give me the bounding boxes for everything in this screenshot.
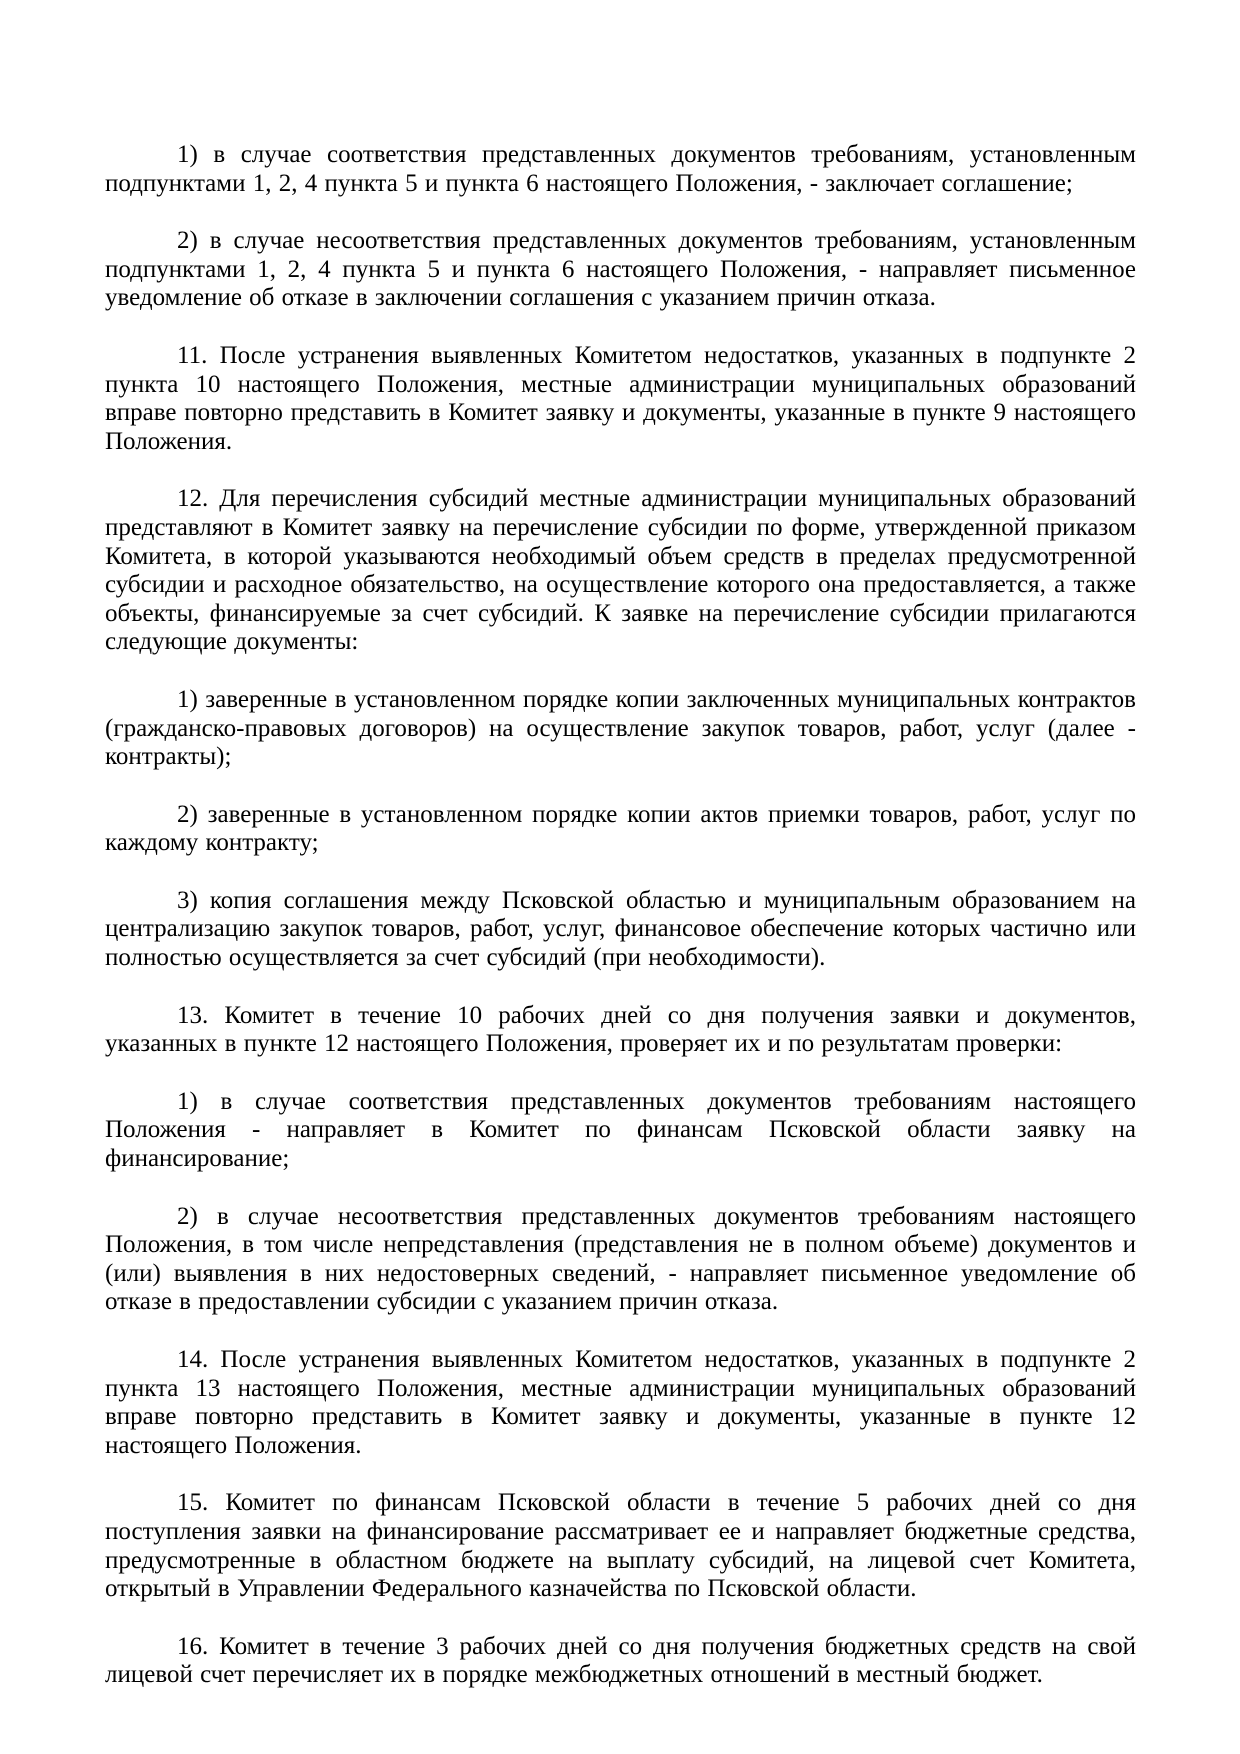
paragraph-subitem-2-noncompliance: 2) в случае несоответствия представленных документов требованиям, установленным подпунктами 1, 2, 4 пункта 5 и пункта 6 настоящего Положения, - направляет письменное уведомление об отказе в заключении соглашения с указанием причин отказа. [105, 227, 1136, 312]
paragraph-subitem-1-compliance: 1) в случае соответствия представленных документов требованиям, установленным подпунктами 1, 2, 4 пункта 5 и пункта 6 настоящего Положения, - заключает соглашение; [105, 141, 1136, 197]
paragraph-clause-12: 12. Для перечисления субсидий местные администрации муниципальных образований представляют в Комитет заявку на перечисление субсидии по форме, утвержденной приказом Комитета, в которой указываются необходимый объем средств в пределах предусмотренной субсидии и расходное обязательство, на осуществление которого она предоставляется, а также объекты, финансируемые за счет субсидий. К заявке на перечисление субсидии прилагаются следующие документы: [105, 485, 1136, 656]
paragraph-clause-13-subitem-1: 1) в случае соответствия представленных документов требованиям настоящего Положения - направляет в Комитет по финансам Псковской области заявку на финансирование; [105, 1087, 1136, 1173]
paragraph-clause-11: 11. После устранения выявленных Комитетом недостатков, указанных в подпункте 2 пункта 10 настоящего Положения, местные администрации муниципальных образований вправе повторно представить в Комитет заявку и документы, указанные в пункте 9 настоящего Положения. [105, 341, 1136, 455]
paragraph-clause-13-subitem-2: 2) в случае несоответствия представленных документов требованиям настоящего Положения, в том числе непредставления (представления не в полном объеме) документов и (или) выявления в них недостоверных сведений, - направляет письменное уведомление об отказе в предоставлении субсидии с указанием причин отказа. [105, 1202, 1136, 1316]
paragraph-clause-12-subitem-2: 2) заверенные в установленном порядке копии актов приемки товаров, работ, услуг по каждому контракту; [105, 800, 1136, 857]
paragraph-clause-12-subitem-1: 1) заверенные в установленном порядке копии заключенных муниципальных контрактов (гражданско-правовых договоров) на осуществление закупок товаров, работ, услуг (далее - контракты); [105, 685, 1136, 771]
paragraph-clause-16: 16. Комитет в течение 3 рабочих дней со дня получения бюджетных средств на свой лицевой счет перечисляет их в порядке межбюджетных отношений в местный бюджет. [105, 1632, 1136, 1689]
paragraph-clause-14: 14. После устранения выявленных Комитетом недостатков, указанных в подпункте 2 пункта 13 настоящего Положения, местные администрации муниципальных образований вправе повторно представить в Комитет заявку и документы, указанные в пункте 12 настоящего Положения. [105, 1346, 1136, 1459]
paragraph-clause-12-subitem-3: 3) копия соглашения между Псковской областью и муниципальным образованием на централизацию закупок товаров, работ, услуг, финансовое обеспечение которых частично или полностью осуществляется за счет субсидий (при необходимости). [105, 886, 1136, 972]
paragraph-clause-13: 13. Комитет в течение 10 рабочих дней со дня получения заявки и документов, указанных в пункте 12 настоящего Положения, проверяет их и по результатам проверки: [105, 1001, 1136, 1058]
paragraph-clause-15: 15. Комитет по финансам Псковской области в течение 5 рабочих дней со дня поступления заявки на финансирование рассматривает ее и направляет бюджетные средства, предусмотренные в областном бюджете на выплату субсидий, на лицевой счет Комитета, открытый в Управлении Федерального казначейства по Псковской области. [105, 1489, 1136, 1603]
